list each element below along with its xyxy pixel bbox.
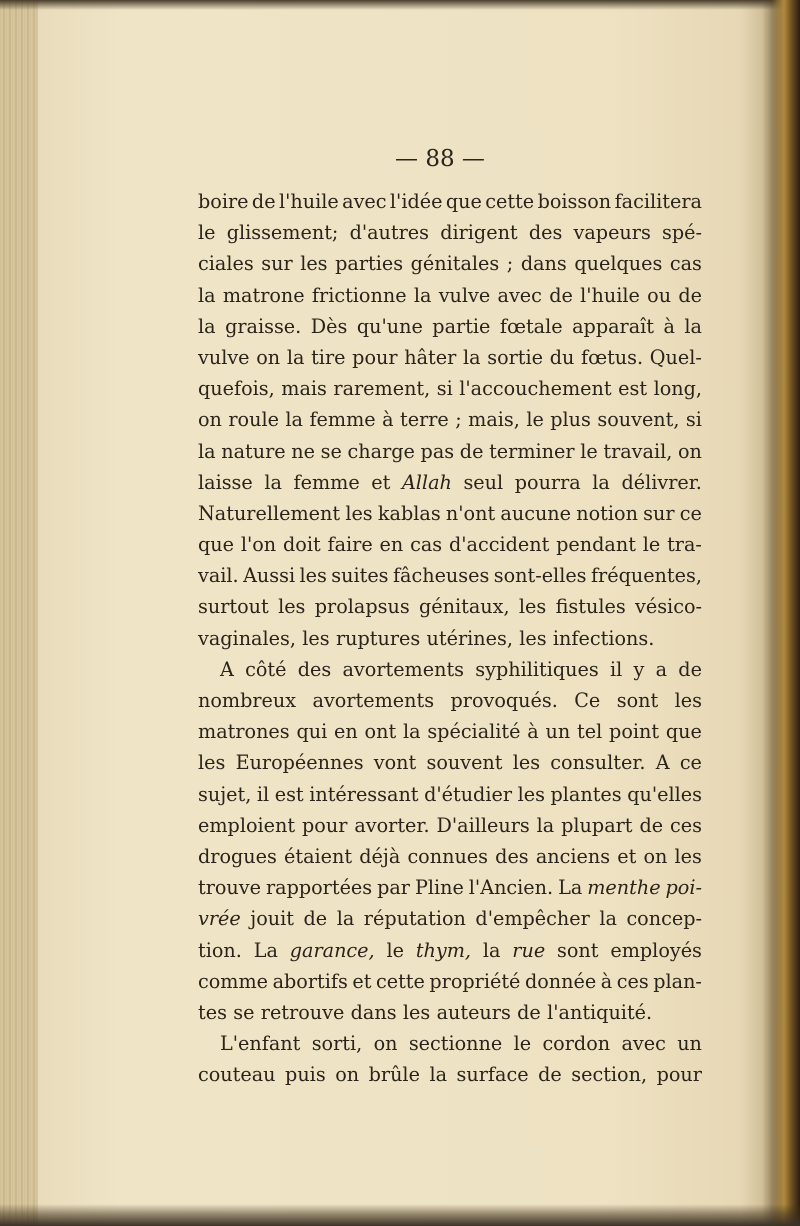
text-line: sujet, il est intéressant d'étudier les plantes qu'elles — [198, 782, 702, 806]
text-line: tes se retrouve dans les auteurs de l'antiquité. — [198, 1000, 653, 1024]
text-line: la graisse. Dès qu'une partie fœtale apparaît à la — [198, 314, 702, 338]
page-bottom-edge — [0, 1204, 800, 1226]
text-line: nombreux avortements provoqués. Ce sont les — [198, 689, 702, 712]
text-line: vulve on la tire pour hâter la sortie du fœtus. Quel- — [198, 345, 702, 369]
text-line: vail. Aussi les suites fâcheuses sont-elles fréquentes, — [198, 564, 702, 588]
text-line: le glissement; d'autres dirigent des vapeurs spé- — [198, 221, 702, 245]
text-line: trouve rapportées par Pline l'Ancien. La menthe poi- — [198, 876, 702, 900]
text-line: emploient pour avorter. D'ailleurs la plupart de ces — [198, 813, 702, 837]
text-line: on roule la femme à terre ; mais, le plus souvent, si — [198, 408, 702, 432]
text-line: quefois, mais rarement, si l'accouchement est long, — [198, 377, 702, 401]
text-line: couteau puis on brûle la surface de section, pour — [198, 1063, 702, 1087]
text-line: comme abortifs et cette propriété donnée à ces plan- — [198, 969, 702, 993]
text-line: boire de l'huile avec l'idée que cette boisson facilitera — [198, 190, 702, 213]
text-line: les Européennes vont souvent les consulter. A ce — [198, 751, 702, 775]
text-line: que l'on doit faire en cas d'accident pendant le tra- — [198, 533, 702, 557]
text-line: A côté des avortements syphilitiques il y a de — [220, 657, 702, 681]
text-line: L'enfant sorti, on sectionne le cordon avec un — [220, 1032, 702, 1056]
text-line: drogues étaient déjà connues des anciens et on les — [198, 844, 702, 868]
text-line: tion. La garance, le thym, la rue sont employés — [198, 938, 702, 962]
text-line: matrones qui en ont la spécialité à un tel point que — [198, 720, 702, 744]
text-line: la matrone frictionne la vulve avec de l'huile ou de — [198, 283, 702, 307]
text-line: vaginales, les ruptures utérines, les infections. — [198, 626, 655, 650]
text-line: la nature ne se charge pas de terminer le travail, on — [198, 439, 702, 463]
text-line: laisse la femme et Allah seul pourra la délivrer. — [198, 470, 702, 494]
body-text — [198, 186, 702, 1090]
text-line: surtout les prolapsus génitaux, les fistules vésico- — [198, 595, 702, 619]
text-line: Naturellement les kablas n'ont aucune notion sur ce — [198, 501, 702, 525]
page-number: — 88 — — [395, 146, 485, 172]
page-gutter — [0, 0, 38, 1226]
text-line: vrée jouit de la réputation d'empêcher la concep- — [198, 907, 702, 931]
book-cover-edge — [762, 0, 800, 1226]
page-top-edge — [0, 0, 800, 10]
text-line: ciales sur les parties génitales ; dans quelques cas — [198, 252, 702, 276]
